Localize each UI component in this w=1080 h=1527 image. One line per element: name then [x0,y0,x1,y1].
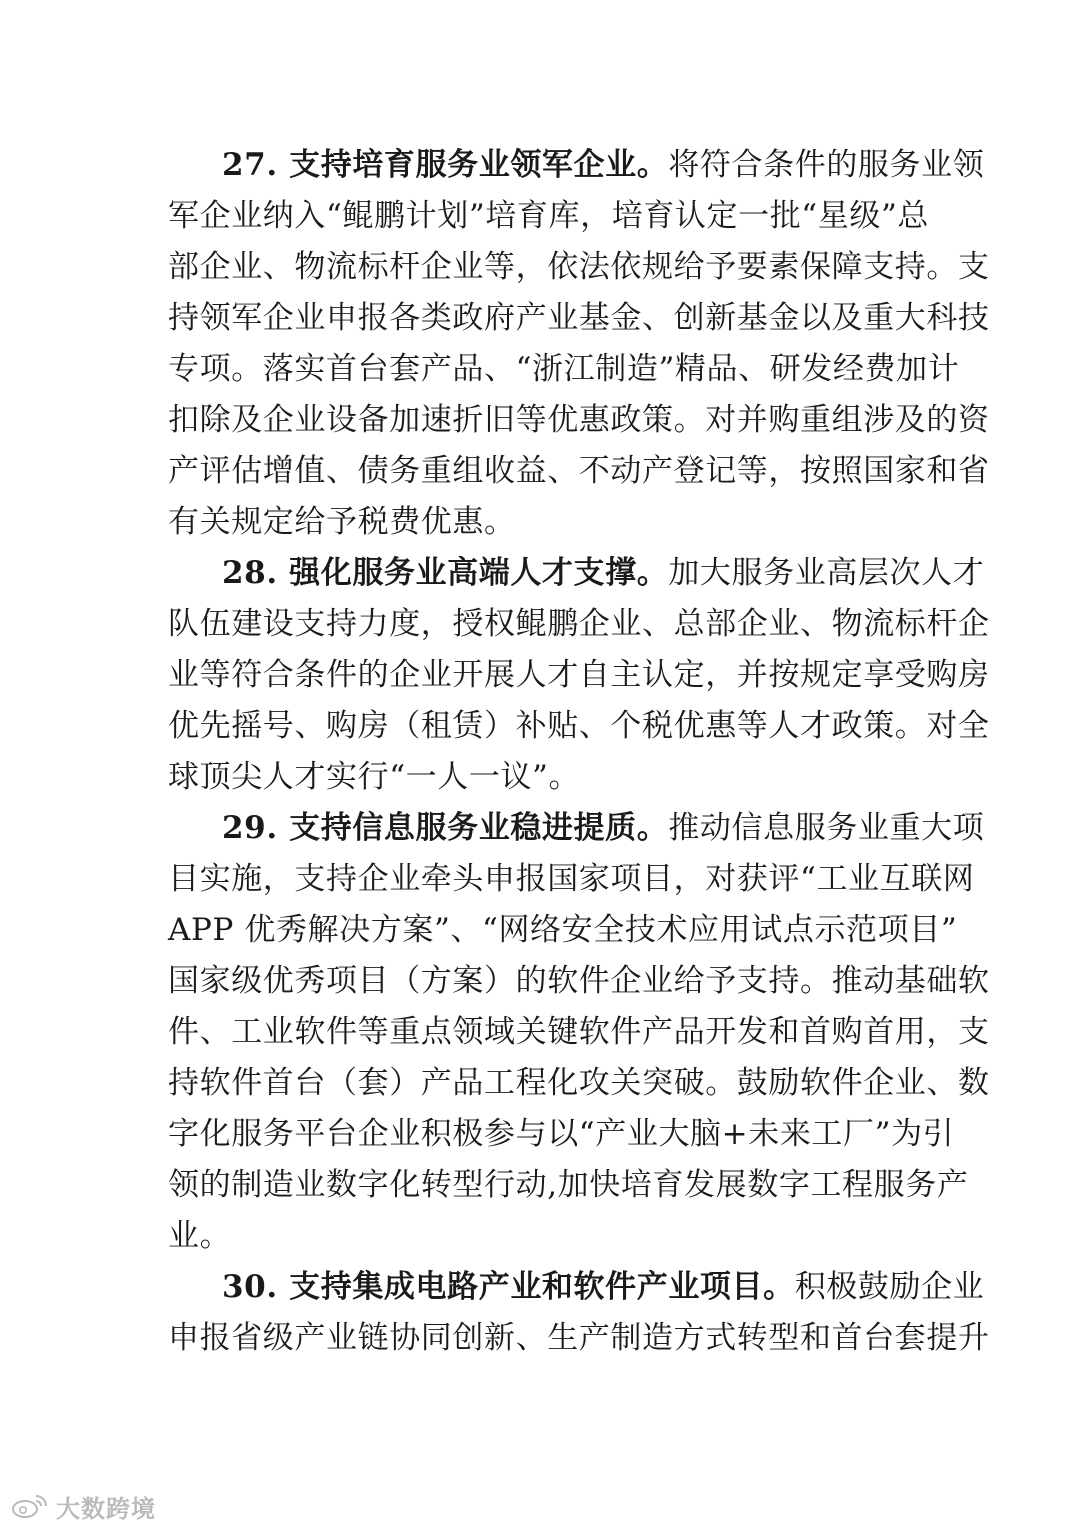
paragraph-line: 球顶尖人才实行“一人一议”。 [168,759,581,795]
paragraph-line [222,553,984,593]
paragraph-line: 持领军企业申报各类政府产业基金、创新基金以及重大科技 [168,300,990,336]
paragraph-line: 扣除及企业设备加速折旧等优惠政策。对并购重组涉及的资 [168,402,990,438]
paragraph-heading: 30. 支持集成电路产业和软件产业项目。 [222,1269,795,1305]
paragraph-line: 优先摇号、购房（租赁）补贴、个税优惠等人才政策。对全 [168,708,990,744]
watermark-text: 大数跨境 [56,1494,156,1523]
paragraph-heading: 28. 强化服务业高端人才支撑。 [222,555,669,591]
paragraph-line: 申报省级产业链协同创新、生产制造方式转型和首台套提升 [168,1320,990,1356]
paragraph-line: 专项。落实首台套产品、“浙江制造”精品、研发经费加计 [168,351,960,387]
paragraph-text: 积极鼓励企业 [794,1269,985,1305]
paragraph-line: 业等符合条件的企业开展人才自主认定，并按规定享受购房 [168,657,990,693]
paragraph-text: 将符合条件的服务业领 [668,147,985,183]
watermark [10,1490,156,1522]
paragraph-line: 业。 [168,1218,232,1254]
paragraph-line: 字化服务平台企业积极参与以“产业大脑+未来工厂”为引 [168,1116,955,1152]
paragraph-text: 加大服务业高层次人才 [668,555,985,591]
paragraph-line: 件、工业软件等重点领域关键软件产品开发和首购首用，支 [168,1014,990,1050]
paragraph-line [222,145,984,185]
paragraph-heading: 29. 支持信息服务业稳进提质。 [222,810,669,846]
paragraph-line: 有关规定给予税费优惠。 [168,504,516,540]
paragraph-line [222,1267,984,1307]
paragraph-line: 产评估增值、债务重组收益、不动产登记等，按照国家和省 [168,453,990,489]
paragraph-line [222,808,984,848]
paragraph-heading: 27. 支持培育服务业领军企业。 [222,147,669,183]
paragraph-line: APP 优秀解决方案”、“网络安全技术应用试点示范项目” [168,912,958,948]
paragraph-line: 领的制造业数字化转型行动,加快培育发展数字工程服务产 [168,1167,969,1203]
paragraph-line: 国家级优秀项目（方案）的软件企业给予支持。推动基础软 [168,963,990,999]
paragraph-text: 推动信息服务业重大项 [668,810,985,846]
weibo-logo-icon [10,1492,50,1520]
paragraph-line: 军企业纳入“鲲鹏计划”培育库，培育认定一批“星级”总 [168,198,929,234]
paragraph-line: 目实施，支持企业牵头申报国家项目，对获评“工业互联网 [168,861,975,897]
paragraph-line: 部企业、物流标杆企业等，依法依规给予要素保障支持。支 [168,249,990,285]
paragraph-line: 队伍建设支持力度，授权鲲鹏企业、总部企业、物流标杆企 [168,606,990,642]
paragraph-line: 持软件首台（套）产品工程化攻关突破。鼓励软件企业、数 [168,1065,990,1101]
